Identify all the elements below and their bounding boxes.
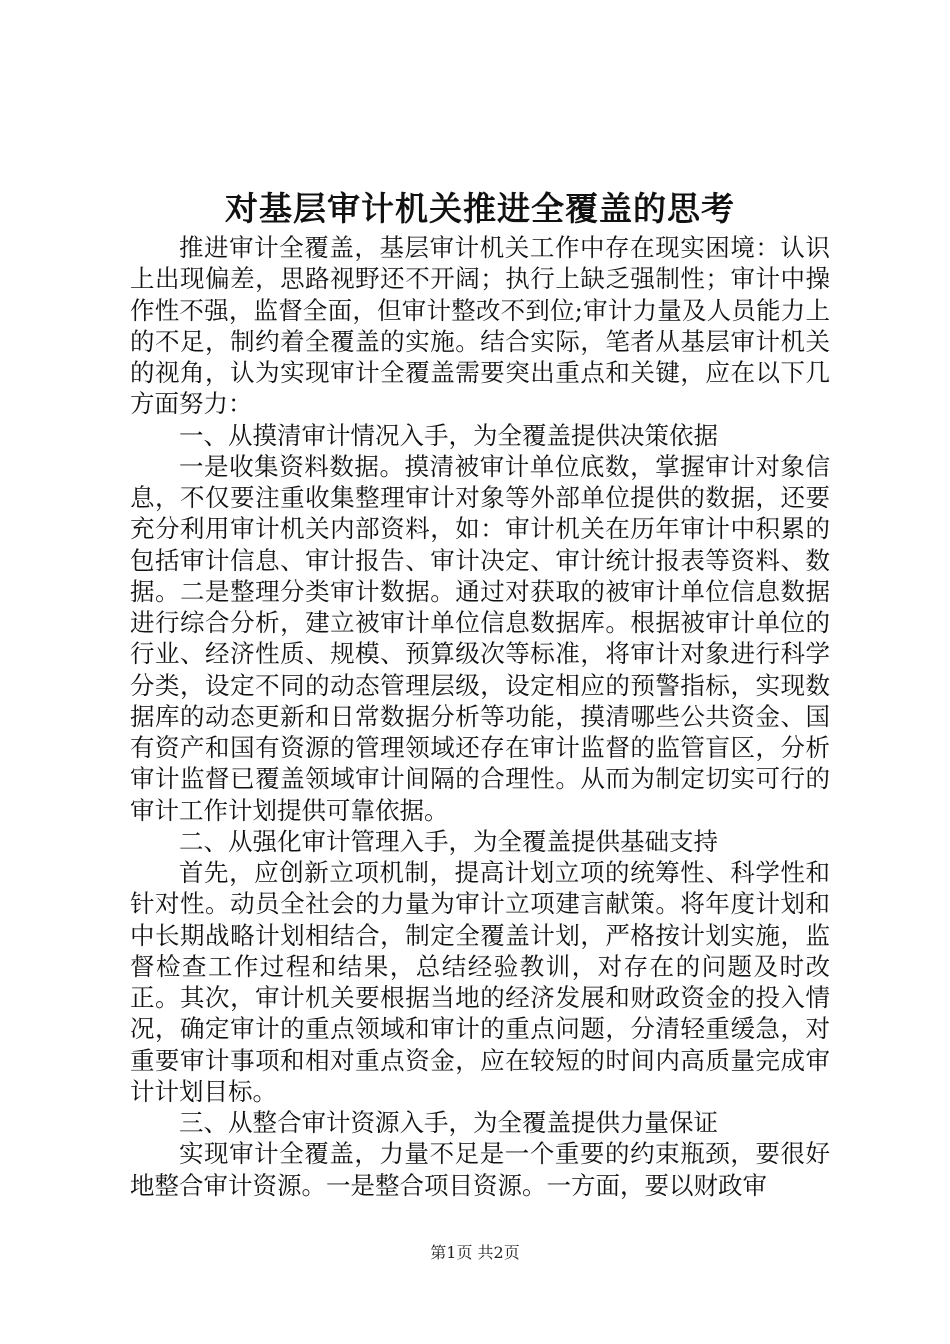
- document-title: 对基层审计机关推进全覆盖的思考: [225, 189, 735, 228]
- paragraph-intro: 推进审计全覆盖，基层审计机关工作中存在现实困境：认识上出现偏差，思路视野还不开阔；执行上缺乏强制性；审计中操作性不强，监督全面，但审计整改不到位;审计力量及人员能力上的不足，制约着全覆盖的实施。结合实际，笔者从基层审计机关的视角，认为实现审计全覆盖需要突出重点和关键，应在以下几方面努力：: [130, 233, 830, 419]
- document-body: [130, 232, 830, 1201]
- paragraph-section-2: 首先，应创新立项机制，提高计划立项的统筹性、科学性和针对性。动员全社会的力量为审计立项建言献策。将年度计划和中长期战略计划相结合，制定全覆盖计划，严格按计划实施，监督检查工作过程和结果，总结经验教训，对存在的问题及时改正。其次，审计机关要根据当地的经济发展和财政资金的投入情况，确定审计的重点领域和审计的重点问题，分清轻重缓急，对重要审计事项和相对重点资金，应在较短的时间内高质量完成审计计划目标。: [130, 858, 830, 1106]
- page-number-footer: 第1页 共2页: [430, 1243, 520, 1262]
- section-heading-2: 二、从强化审计管理入手，为全覆盖提供基础支持: [179, 826, 718, 856]
- section-heading-3: 三、从整合审计资源入手，为全覆盖提供力量保证: [179, 1108, 718, 1137]
- paragraph-section-3: 实现审计全覆盖，力量不足是一个重要的约束瓶颈，要很好地整合审计资源。一是整合项目资源。一方面，要以财政审: [130, 1139, 830, 1200]
- paragraph-section-1: 一是收集资料数据。摸清被审计单位底数，掌握审计对象信息，不仅要注重收集整理审计对象等外部单位提供的数据，还要充分利用审计机关内部资料，如：审计机关在历年审计中积累的包括审计信息、审计报告、审计决定、审计统计报表等资料、数据。二是整理分类审计数据。通过对获取的被审计单位信息数据进行综合分析，建立被审计单位信息数据库。根据被审计单位的行业、经济性质、规模、预算级次等标准，将审计对象进行科学分类，设定不同的动态管理层级，设定相应的预警指标，实现数据库的动态更新和日常数据分析等功能，摸清哪些公共资金、国有资产和国有资源的管理领域还存在审计监督的监管盲区，分析审计监督已覆盖领域审计间隔的合理性。从而为制定切实可行的审计工作计划提供可靠依据。: [130, 451, 830, 825]
- section-heading-1: 一、从摸清审计情况入手，为全覆盖提供决策依据: [179, 420, 718, 450]
